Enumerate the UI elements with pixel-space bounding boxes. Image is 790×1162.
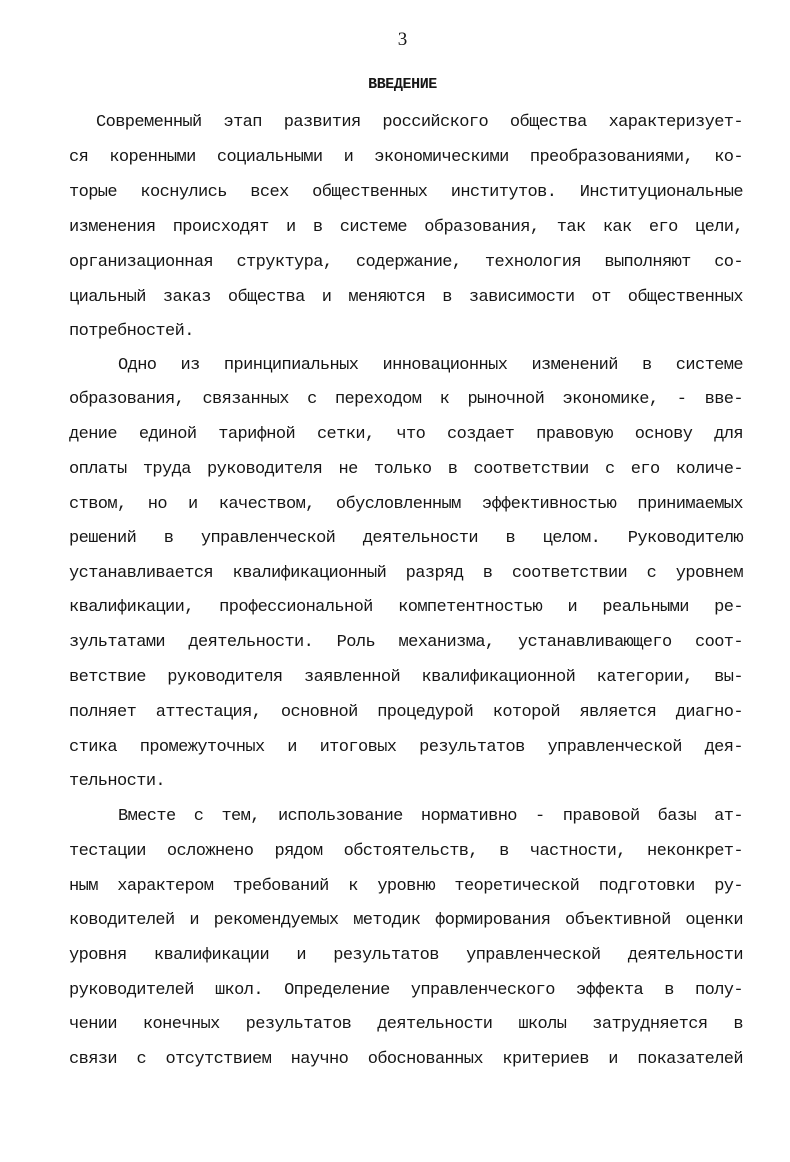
paragraph-line: чении конечных результатов деятельности школы затрудняется в <box>69 1015 743 1034</box>
paragraph-line: организационная структура, содержание, технология выполняют со- <box>69 253 743 272</box>
paragraph-line: устанавливается квалификационный разряд в соответствии с уровнем <box>69 564 743 583</box>
paragraph-line: зультатами деятельности. Роль механизма, устанавливающего соот- <box>69 633 743 652</box>
paragraph-line: Одно из принципиальных инновационных изменений в системе <box>118 356 743 375</box>
paragraph-line: ветствие руководителя заявленной квалификационной категории, вы- <box>69 668 743 687</box>
paragraph-line: ся коренными социальными и экономическими преобразованиями, ко- <box>69 148 743 167</box>
paragraph-line: тельности. <box>69 772 166 791</box>
paragraph-line: Вместе с тем, использование нормативно - правовой базы ат- <box>118 807 743 826</box>
paragraph-line: Современный этап развития российского общества характеризует- <box>96 113 743 132</box>
paragraph-line: циальный заказ общества и меняются в зависимости от общественных <box>69 288 743 307</box>
page-number: 3 <box>397 29 408 50</box>
paragraph-line: ством, но и качеством, обусловленным эффективностью принимаемых <box>69 495 743 514</box>
paragraph-line: потребностей. <box>69 322 194 341</box>
section-heading: ВВЕДЕНИЕ <box>368 76 437 93</box>
paragraph-line: ководителей и рекомендуемых методик формирования объективной оценки <box>69 911 743 930</box>
paragraph-line: полняет аттестация, основной процедурой которой является диагно- <box>69 703 743 722</box>
paragraph-line: уровня квалификации и результатов управленческой деятельности <box>69 946 743 965</box>
paragraph-line: ным характером требований к уровню теоретической подготовки ру- <box>69 877 743 896</box>
paragraph-line: дение единой тарифной сетки, что создает правовую основу для <box>69 425 743 444</box>
paragraph-line: тестации осложнено рядом обстоятельств, в частности, неконкрет- <box>69 842 743 861</box>
paragraph-line: квалификации, профессиональной компетентностью и реальными ре- <box>69 598 743 617</box>
paragraph-line: стика промежуточных и итоговых результатов управленческой дея- <box>69 738 743 757</box>
paragraph-line: связи с отсутствием научно обоснованных критериев и показателей <box>69 1050 743 1069</box>
paragraph-line: оплаты труда руководителя не только в соответствии с его количе- <box>69 460 743 479</box>
paragraph-line: решений в управленческой деятельности в целом. Руководителю <box>69 529 743 548</box>
paragraph-line: руководителей школ. Определение управленческого эффекта в полу- <box>69 981 743 1000</box>
paragraph-line: торые коснулись всех общественных институтов. Институциональные <box>69 183 743 202</box>
paragraph-line: изменения происходят и в системе образования, так как его цели, <box>69 218 743 237</box>
paragraph-line: образования, связанных с переходом к рыночной экономике, - вве- <box>69 390 743 409</box>
